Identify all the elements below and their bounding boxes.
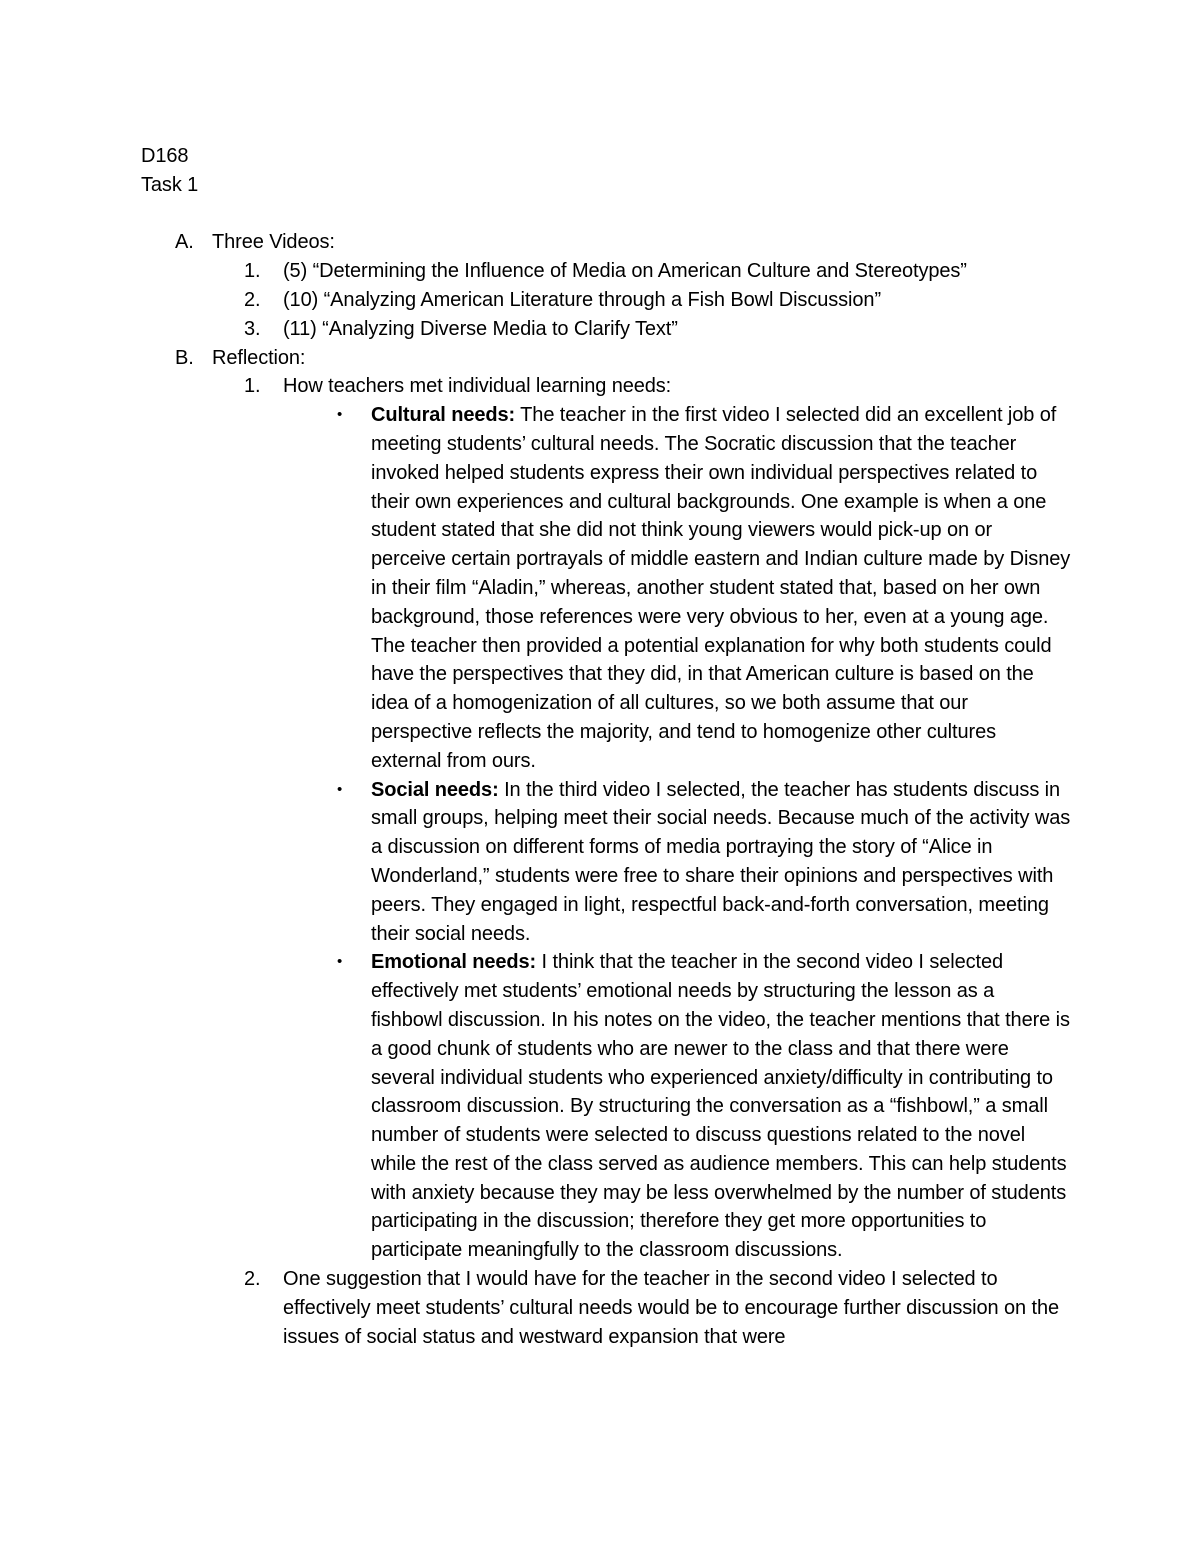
section-b-label: B. bbox=[175, 346, 194, 369]
bullet-heading: Emotional needs: bbox=[371, 951, 537, 974]
bullet-cultural-needs bbox=[141, 401, 1071, 775]
bullet-emotional-needs bbox=[141, 948, 1071, 1265]
video-title: (10) “Analyzing American Literature through a Fish Bowl Discussion” bbox=[283, 288, 882, 311]
task-title: Task 1 bbox=[141, 173, 199, 196]
reflection-item-1 bbox=[141, 372, 1071, 401]
video-number: 2. bbox=[244, 288, 261, 311]
video-title: (5) “Determining the Influence of Media on American Culture and Stereotypes” bbox=[283, 260, 967, 283]
document-body bbox=[141, 142, 1071, 1351]
section-a-title: Three Videos: bbox=[212, 231, 335, 254]
bullet-social-needs bbox=[141, 776, 1071, 949]
bullet-icon: • bbox=[337, 953, 343, 971]
reflection-item-number: 1. bbox=[244, 375, 261, 398]
video-item bbox=[141, 315, 1071, 344]
section-a-heading bbox=[141, 228, 1071, 257]
video-number: 3. bbox=[244, 317, 261, 340]
video-item bbox=[141, 286, 1071, 315]
section-b-heading bbox=[141, 344, 1071, 373]
blank-line bbox=[141, 200, 1071, 229]
video-title: (11) “Analyzing Diverse Media to Clarify Text” bbox=[283, 317, 678, 340]
video-number: 1. bbox=[244, 260, 261, 283]
section-b-title: Reflection: bbox=[212, 346, 306, 369]
reflection-item-number: 2. bbox=[244, 1268, 261, 1291]
bullet-body: In the third video I selected, the teacher has students discuss in small groups, helping meet their social needs. Because much of the activity was a discussion on different forms of media portraying the story of “Alice in Wonderland,” students were free to share their opinions and perspectives with peers. They engaged in light, respectful back-and-forth conversation, meeting their social needs. bbox=[371, 778, 1071, 945]
reflection-item-2 bbox=[141, 1265, 1071, 1351]
reflection-item-text: One suggestion that I would have for the teacher in the second video I selected to effectively meet students’ cultural needs would be to encourage further discussion on the issues of social status and westward expansion that were bbox=[283, 1268, 1060, 1348]
bullet-body: The teacher in the first video I selected did an excellent job of meeting students’ cultural needs. The Socratic discussion that the teacher invoked helped students express their own individual perspectives related to their own experiences and cultural backgrounds. One example is when a one student stated that she did not think young viewers would pick-up on or perceive certain portrayals of middle eastern and Indian culture made by Disney in their film “Aladin,” whereas, another student stated that, based on her own background, those references were very obvious to her, even at a young age. The teacher then provided a potential explanation for why both students could have the perspectives that they did, in that American culture is based on the idea of a homogenization of all cultures, so we both assume that our perspective reflects the majority, and tend to homogenize other cultures external from ours. bbox=[371, 404, 1071, 772]
bullet-heading: Social needs: bbox=[371, 778, 499, 801]
course-code: D168 bbox=[141, 145, 189, 167]
bullet-icon: • bbox=[337, 406, 343, 424]
bullet-heading: Cultural needs: bbox=[371, 404, 516, 427]
bullet-body: I think that the teacher in the second video I selected effectively met students’ emotional needs by structuring the lesson as a fishbowl discussion. In his notes on the video, the teacher mentions that there is a good chunk of students who are newer to the class and that there were several individual students who experienced anxiety/difficulty in contributing to classroom discussion. By structuring the conversation as a “fishbowl,” a small number of students were selected to discuss questions related to the novel while the rest of the class served as audience members. This can help students with anxiety because they may be less overwhelmed by the number of students participating in the discussion; therefore they get more opportunities to participate meaningfully to the classroom discussions. bbox=[371, 951, 1070, 1262]
bullet-icon: • bbox=[337, 780, 343, 798]
reflection-item-text: How teachers met individual learning needs: bbox=[283, 375, 672, 398]
section-a-label: A. bbox=[175, 231, 194, 254]
video-item bbox=[141, 257, 1071, 286]
